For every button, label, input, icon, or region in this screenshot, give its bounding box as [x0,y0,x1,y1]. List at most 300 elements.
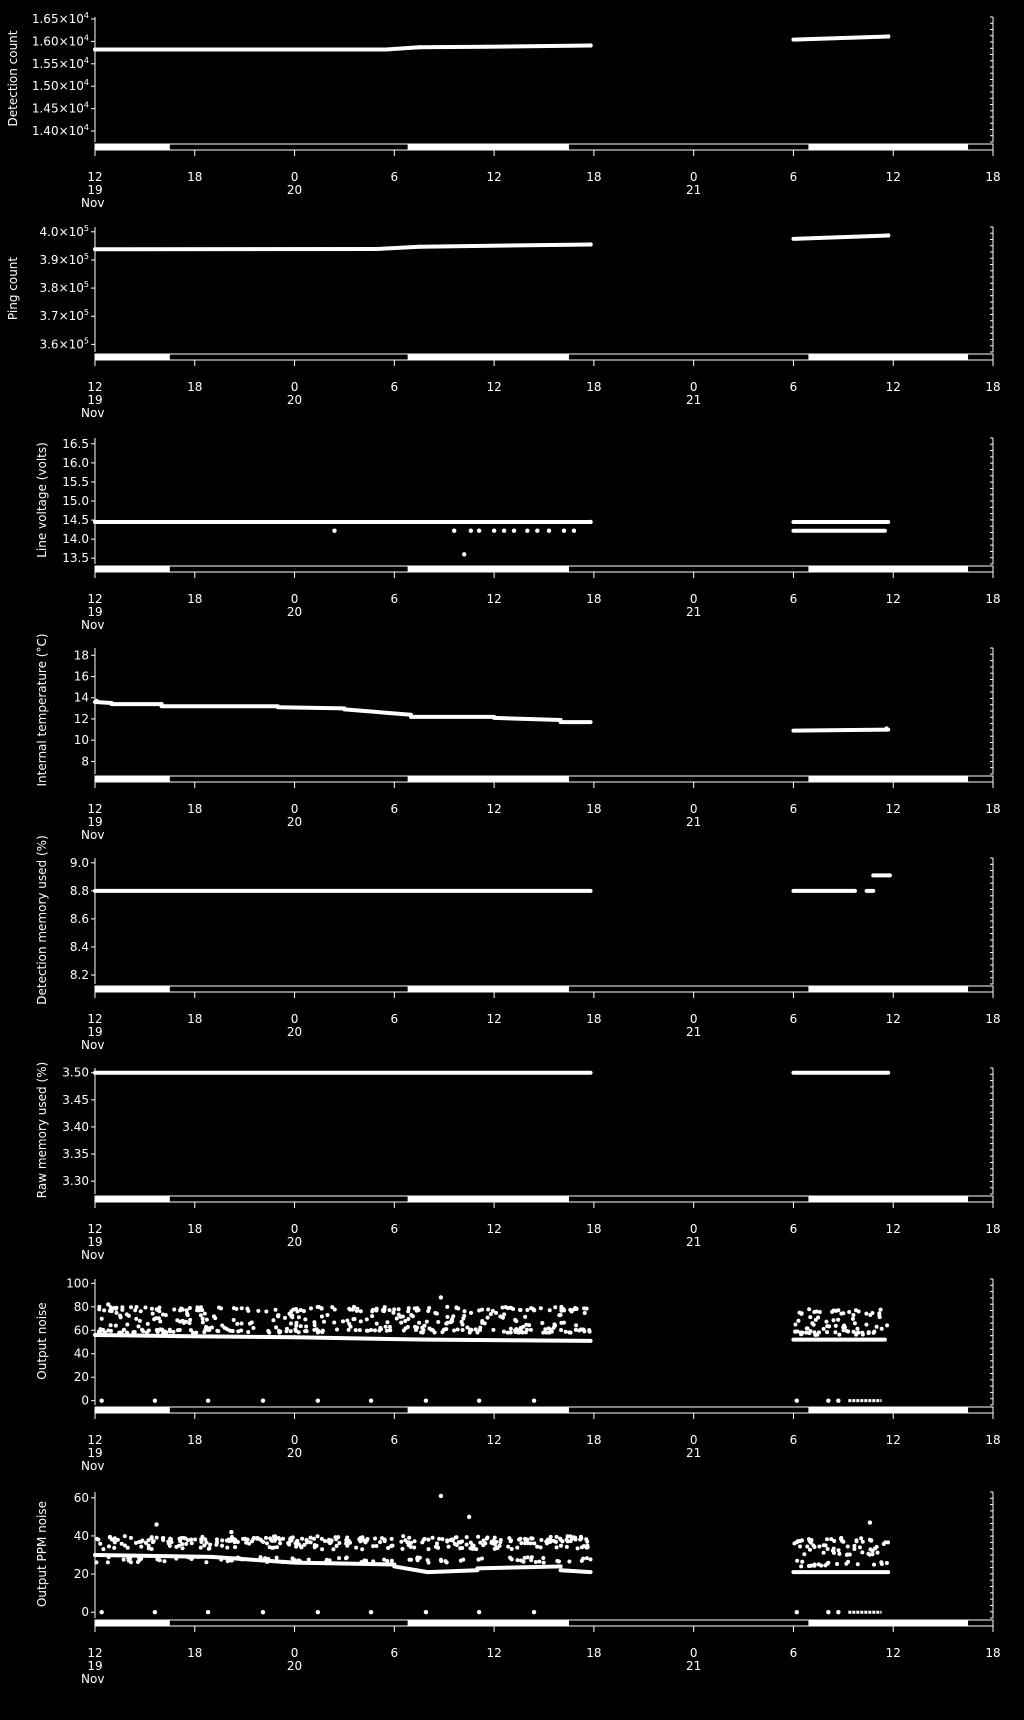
data-point [561,1307,565,1311]
data-point [864,1323,868,1327]
x-tick-hour: 12 [486,802,501,816]
data-point [219,1306,223,1310]
data-point [555,1545,559,1549]
data-point [158,1327,162,1331]
data-point [375,1322,379,1326]
y-axis-title: Ping count [6,257,20,320]
data-point [193,1537,197,1541]
y-tick-label: $3.6\times 10^5$ [39,336,89,351]
data-point [871,1552,875,1556]
data-point [852,1330,856,1334]
data-point [202,1543,206,1547]
data-point [855,1327,859,1331]
data-point [493,1542,497,1546]
y-tick-label: 0 [81,1394,89,1408]
x-tick-hour: 18 [586,1646,601,1660]
data-point [400,1547,404,1551]
x-tick-hour: 0 [291,1222,299,1236]
x-tick-hour: 18 [187,170,202,184]
x-tick-hour: 18 [985,380,1000,394]
data-point [851,1313,855,1317]
data-point [163,1330,167,1334]
y-tick-label: 8.2 [70,968,89,982]
data-point [113,1536,117,1540]
data-point [541,1331,545,1335]
data-point [295,1309,299,1313]
data-point [328,1558,332,1562]
data-point [814,1318,818,1322]
x-tick-hour: 0 [291,802,299,816]
data-point [510,1547,514,1551]
chart-panel-7 [35,1276,1001,1473]
data-point [283,1316,287,1320]
data-point [268,1545,272,1549]
data-point [512,529,516,533]
data-point [855,1539,859,1543]
data-point [388,1325,392,1329]
data-point [264,1536,268,1540]
x-tick-hour: 12 [87,592,102,606]
data-point [347,1307,351,1311]
day-segment [95,1620,170,1626]
data-point [805,1326,809,1330]
day-segment [408,1196,569,1202]
data-point [153,1610,157,1614]
data-point [320,1547,324,1551]
data-point [201,1320,205,1324]
data-point [539,1545,543,1549]
day-segment [408,776,569,782]
data-point [161,1536,165,1540]
data-point [108,1535,112,1539]
data-point [574,1328,578,1332]
data-point [138,1319,142,1323]
x-tick-hour: 12 [486,1222,501,1236]
data-point [480,1319,484,1323]
x-tick-hour: 18 [187,1222,202,1236]
data-point [288,1537,292,1541]
data-point [519,1308,523,1312]
data-point [463,1309,467,1313]
x-tick-month: Nov [81,618,104,632]
data-point [824,1320,828,1324]
x-tick-month: Nov [81,1038,104,1052]
data-point [817,1330,821,1334]
data-point [832,1309,836,1313]
data-point [496,1546,500,1550]
data-point [335,1327,339,1331]
data-point [440,1537,444,1541]
data-point [547,529,551,533]
y-tick-label: $3.7\times 10^5$ [39,308,89,323]
data-point [793,1323,797,1327]
data-point [144,1541,148,1545]
data-point [553,1305,557,1309]
data-point [580,1545,584,1549]
data-point [519,1558,523,1562]
data-point [465,1543,469,1547]
data-run [428,1340,591,1341]
data-point [276,1314,280,1318]
data-point [359,1309,363,1313]
data-point [427,1561,431,1565]
x-tick-hour: 12 [886,1012,901,1026]
data-point [409,1545,413,1549]
data-point [822,1327,826,1331]
data-point [281,1560,285,1564]
data-point [188,1321,192,1325]
y-tick-label: $1.55\times 10^4$ [32,56,89,71]
data-point [541,1556,545,1560]
data-point [141,1329,145,1333]
data-point [476,1535,480,1539]
data-point [802,1552,806,1556]
x-tick-hour: 12 [886,592,901,606]
data-point [792,1541,796,1545]
data-point [373,1328,377,1332]
data-point [216,1329,220,1333]
data-point [134,1541,138,1545]
data-point [458,1546,462,1550]
data-point [139,1309,143,1313]
data-point [807,1307,811,1311]
y-tick-label: 9.0 [70,856,89,870]
x-tick-hour: 0 [291,592,299,606]
data-point [506,1545,510,1549]
x-tick-month: Nov [81,1672,104,1686]
data-point [461,1316,465,1320]
data-point [212,1555,216,1559]
data-point [837,1552,841,1556]
data-point [247,1542,251,1546]
data-point [225,1538,229,1542]
data-point [345,1556,349,1560]
data-point [154,1522,158,1526]
y-tick-label: 80 [74,1300,89,1314]
data-point [145,1331,149,1335]
data-point [808,1548,812,1552]
data-point [574,1307,578,1311]
data-point [359,1560,363,1564]
data-point [351,1317,355,1321]
data-point [447,1545,451,1549]
data-point [383,1537,387,1541]
data-point [322,1320,326,1324]
x-tick-hour: 0 [291,380,299,394]
data-point [345,1318,349,1322]
y-tick-label: $3.8\times 10^5$ [39,280,89,295]
data-point [152,1317,156,1321]
data-point [364,1559,368,1563]
x-tick-hour: 6 [391,592,399,606]
data-point [399,1540,403,1544]
x-tick-day: 20 [287,183,302,197]
data-point [199,1539,203,1543]
x-tick-hour: 0 [690,1646,698,1660]
x-tick-hour: 6 [391,802,399,816]
data-point [485,1536,489,1540]
data-point [158,1558,162,1562]
data-point [369,1398,373,1402]
x-tick-hour: 12 [87,1012,102,1026]
data-point [232,1318,236,1322]
data-point [831,1318,835,1322]
data-point [125,1312,129,1316]
data-point [312,1537,316,1541]
data-run [386,47,419,49]
data-point [796,1539,800,1543]
data-point [807,1537,811,1541]
data-point [304,1325,308,1329]
x-tick-day: 19 [87,183,102,197]
data-point [299,1324,303,1328]
data-point [879,1308,883,1312]
data-point [390,1559,394,1563]
data-point [423,1537,427,1541]
data-point [555,1559,559,1563]
data-point [178,1308,182,1312]
data-point [155,1308,159,1312]
data-point [303,1329,307,1333]
data-point [883,1540,887,1544]
data-point [316,1610,320,1614]
data-point [109,1323,113,1327]
day-segment [808,1407,968,1413]
x-tick-day: 20 [287,605,302,619]
data-point [836,1318,840,1322]
data-point [125,1331,129,1335]
data-point [446,1321,450,1325]
x-tick-day: 21 [686,1659,701,1673]
data-point [521,1331,525,1335]
x-tick-day: 19 [87,393,102,407]
data-point [204,1560,208,1564]
day-segment [408,354,569,360]
data-point [341,1319,345,1323]
data-point [274,1325,278,1329]
data-point [535,1545,539,1549]
data-point [95,1537,99,1541]
chart-panel-4 [35,633,1001,842]
day-segment [808,566,968,572]
x-tick-hour: 18 [586,170,601,184]
data-point [163,1559,167,1563]
data-point [189,1328,193,1332]
x-tick-hour: 18 [586,1222,601,1236]
x-tick-hour: 0 [291,1012,299,1026]
chart-panel-6 [35,1062,1001,1262]
x-tick-day: 19 [87,1659,102,1673]
x-tick-month: Nov [81,1248,104,1262]
chart-panel-8 [35,1491,1001,1686]
data-point [150,1547,154,1551]
data-point [374,1544,378,1548]
data-point [846,1329,850,1333]
x-tick-hour: 12 [87,1222,102,1236]
day-segment [95,1196,170,1202]
data-point [328,1539,332,1543]
data-point [355,1309,359,1313]
y-tick-label: 3.45 [62,1093,89,1107]
data-point [316,1534,320,1538]
data-point [168,1328,172,1332]
y-tick-label: 40 [74,1529,89,1543]
data-point [858,1545,862,1549]
data-point [584,1537,588,1541]
data-point [285,1329,289,1333]
x-tick-hour: 0 [690,170,698,184]
data-point [565,1545,569,1549]
data-point [203,1537,207,1541]
data-point [203,1312,207,1316]
data-point [146,1322,150,1326]
data-point [445,1540,449,1544]
x-tick-hour: 0 [690,1433,698,1447]
data-point [793,1330,797,1334]
data-run [344,709,411,714]
data-point [191,1555,195,1559]
data-point [566,1534,570,1538]
data-point [125,1323,129,1327]
data-point [107,1544,111,1548]
data-point [382,1308,386,1312]
data-point [525,1308,529,1312]
data-point [812,1545,816,1549]
x-tick-hour: 12 [486,1012,501,1026]
data-point [868,1520,872,1524]
data-point [542,1561,546,1565]
y-axis-title: Detection count [6,30,20,126]
data-run [95,1335,178,1336]
data-point [799,1312,803,1316]
x-tick-hour: 6 [790,1433,798,1447]
data-point [373,1537,377,1541]
x-tick-hour: 0 [690,380,698,394]
data-point [825,1324,829,1328]
data-point [562,529,566,533]
data-run [793,36,888,39]
data-point [258,1537,262,1541]
data-point [401,1314,405,1318]
x-tick-hour: 0 [291,1646,299,1660]
data-point [201,1317,205,1321]
x-tick-hour: 18 [985,1222,1000,1236]
data-point [370,1314,374,1318]
data-point [297,1558,301,1562]
data-point [405,1540,409,1544]
data-point [267,1331,271,1335]
data-point [229,1559,233,1563]
x-tick-hour: 6 [790,1646,798,1660]
x-tick-hour: 6 [391,170,399,184]
data-point [477,1557,481,1561]
data-point [549,1535,553,1539]
data-point [273,1537,277,1541]
data-point [185,1312,189,1316]
data-point [844,1562,848,1566]
data-point [567,1330,571,1334]
data-point [385,1320,389,1324]
data-point [186,1538,190,1542]
data-point [810,1321,814,1325]
data-point [527,1323,531,1327]
data-point [366,1537,370,1541]
x-tick-day: 21 [686,815,701,829]
y-tick-label: $1.40\times 10^4$ [32,123,89,138]
data-point [514,1319,518,1323]
data-point [834,1324,838,1328]
data-point [833,1330,837,1334]
data-point [251,1537,255,1541]
data-point [808,1315,812,1319]
data-point [99,1398,103,1402]
data-point [588,43,592,47]
data-point [450,1319,454,1323]
data-point [837,1548,841,1552]
data-point [462,552,466,556]
data-point [239,1557,243,1561]
data-point [819,1564,823,1568]
data-point [534,1560,538,1564]
x-tick-hour: 0 [291,170,299,184]
data-point [321,1329,325,1333]
data-point [395,1317,399,1321]
data-point [300,1537,304,1541]
y-tick-label: 8 [81,754,89,768]
data-point [246,1309,250,1313]
data-point [535,529,539,533]
data-point [358,1536,362,1540]
x-tick-hour: 18 [985,1012,1000,1026]
y-axis-title: Output PPM noise [35,1501,49,1607]
x-tick-day: 20 [287,1235,302,1249]
data-point [190,1541,194,1545]
data-point [453,1542,457,1546]
data-point [171,1330,175,1334]
y-tick-label: 60 [74,1491,89,1505]
data-point [808,1329,812,1333]
data-point [799,1564,803,1568]
x-tick-hour: 18 [985,592,1000,606]
data-point [348,1541,352,1545]
data-run [394,1566,427,1572]
x-tick-hour: 18 [586,380,601,394]
data-point [137,1324,141,1328]
x-tick-hour: 12 [886,170,901,184]
data-point [423,1324,427,1328]
data-point [413,1325,417,1329]
data-point [290,1315,294,1319]
data-point [445,1561,449,1565]
y-axis-title: Raw memory used (%) [35,1062,49,1198]
data-point [433,1311,437,1315]
data-point [417,1321,421,1325]
data-point [519,1541,523,1545]
x-tick-hour: 12 [886,1433,901,1447]
data-point [206,1610,210,1614]
data-point [365,1329,369,1333]
data-point [814,1309,818,1313]
data-point [795,1559,799,1563]
data-point [219,1558,223,1562]
data-point [320,1314,324,1318]
y-axis-title: Detection memory used (%) [35,835,49,1005]
data-point [175,1318,179,1322]
chart-panel-2 [6,224,1001,420]
data-point [851,1317,855,1321]
data-point [426,1538,430,1542]
day-segment [95,354,170,360]
